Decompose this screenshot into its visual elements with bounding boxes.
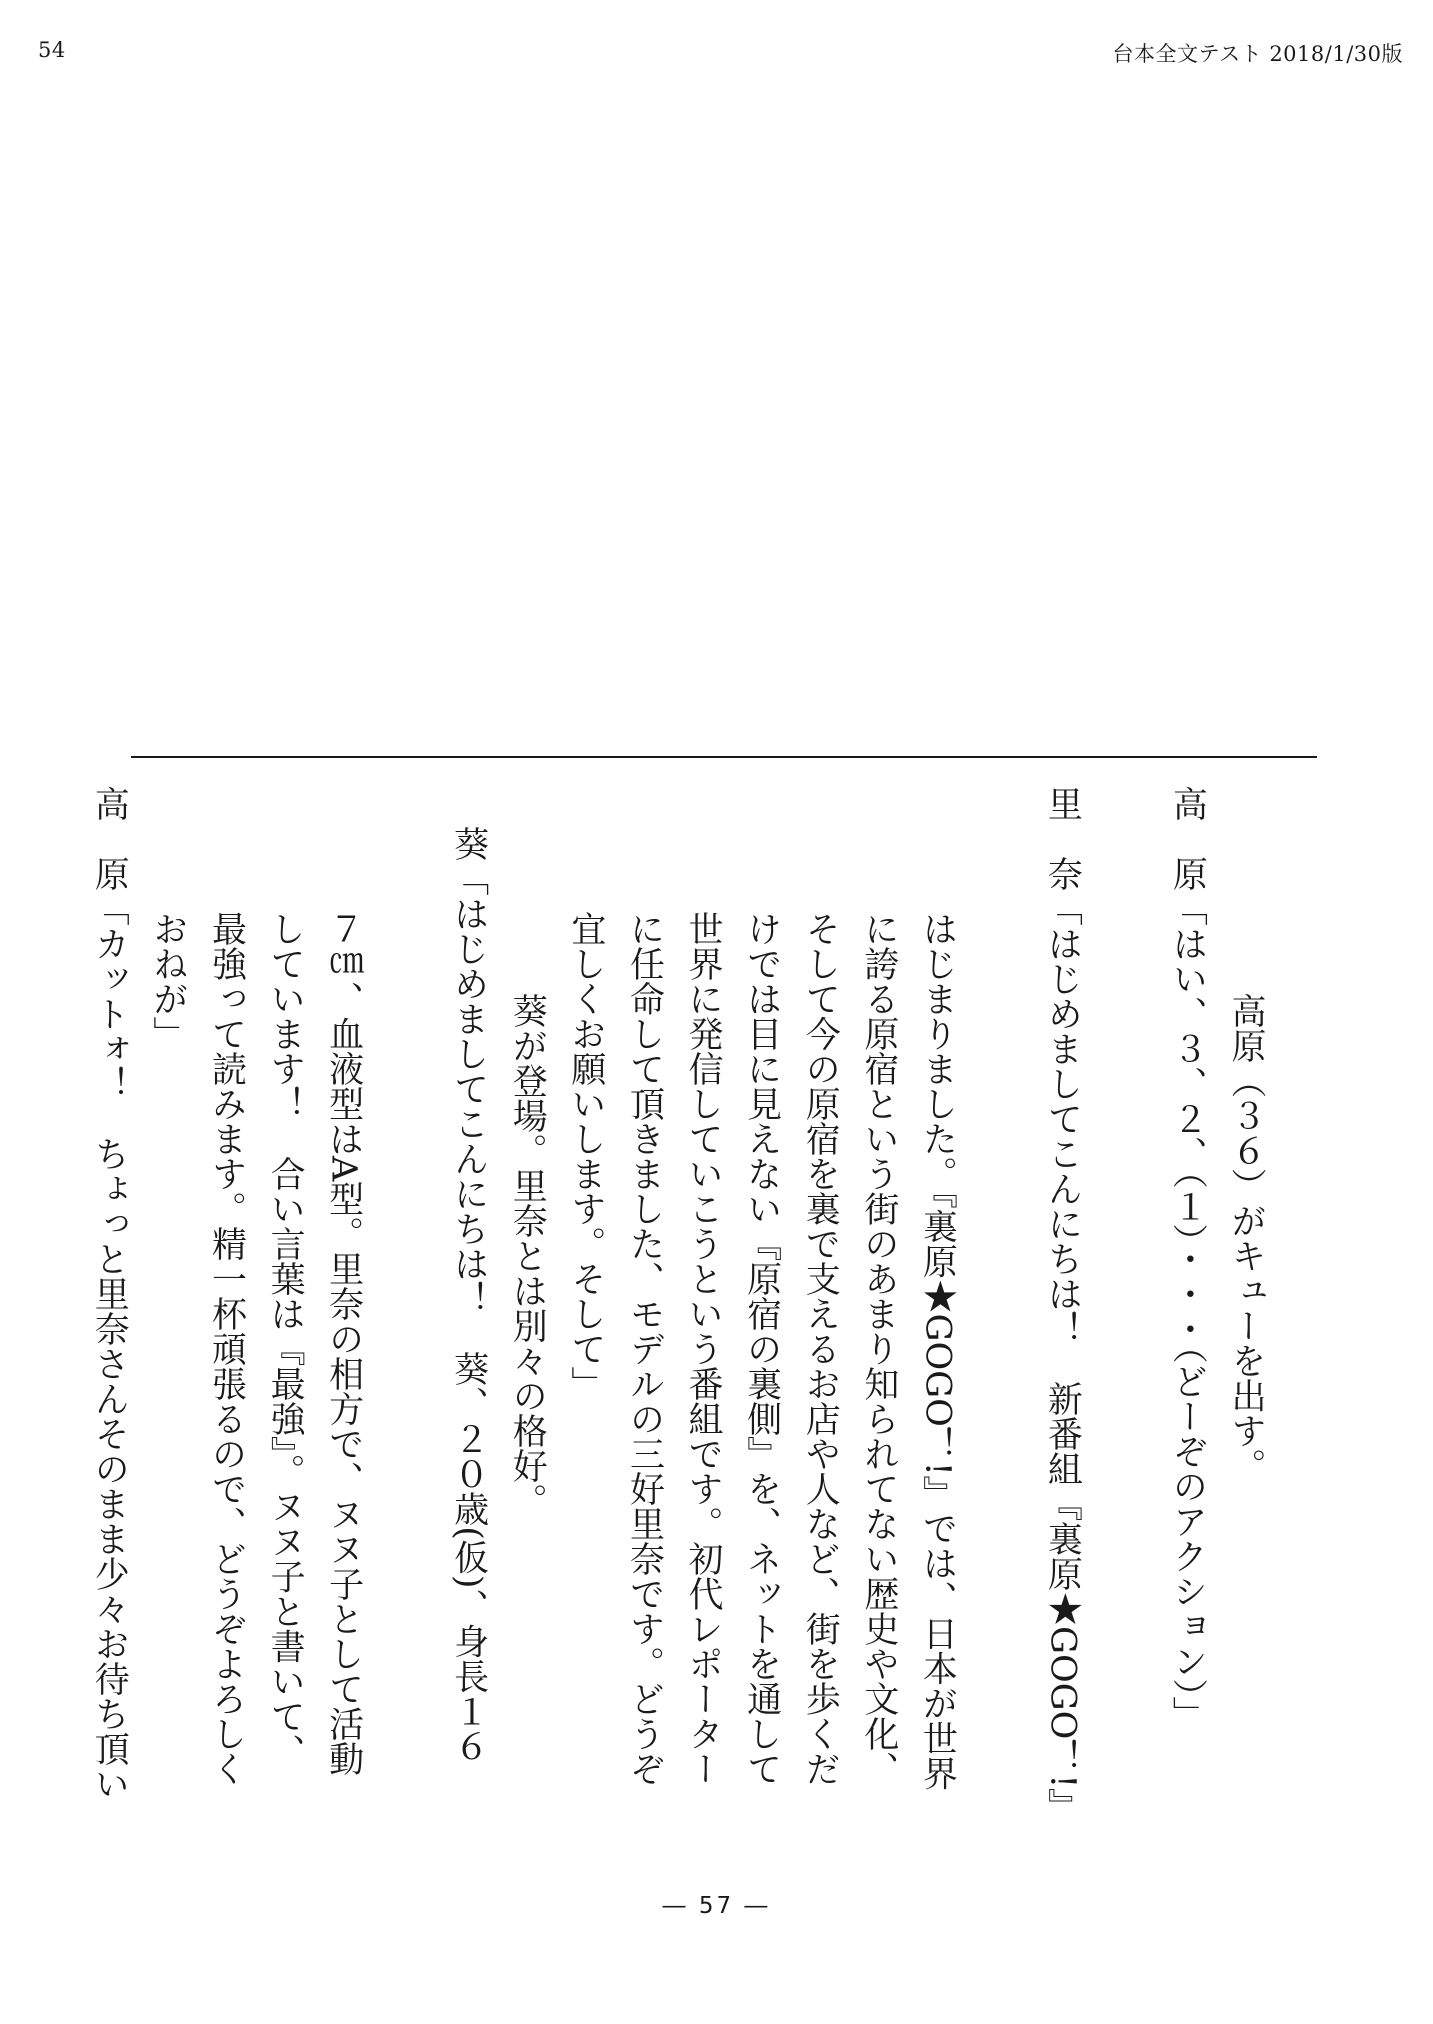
dialogue-continuation <box>908 786 967 1846</box>
dialogue-text: 「カットォ！ ちょっと里奈さんそのまま少々お待ち頂い <box>89 891 130 1801</box>
speaker-name: 高 原 <box>89 786 130 891</box>
dialogue-text: に誇る原宿という街のあまり知られてない歴史や文化、 <box>858 911 899 1787</box>
dialogue-line <box>1091 786 1216 1846</box>
dialogue-continuation <box>255 786 314 1846</box>
dialogue-continuation <box>314 786 373 1846</box>
speaker-name: 高 原 <box>1167 786 1208 891</box>
dialogue-text: けでは目に見えない『原宿の裏側』を、ネットを通して <box>741 911 782 1787</box>
script-body <box>89 786 1275 1846</box>
dialogue-continuation <box>849 786 908 1846</box>
direction-text: 葵が登場。里奈とは別々の格好。 <box>507 992 548 1518</box>
dialogue-continuation <box>615 786 674 1846</box>
speaker-name: 葵 <box>448 826 489 862</box>
section-divider <box>131 756 1317 758</box>
dialogue-text: ７㎝、血液型はA型。里奈の相方で、ヌヌ子として活動 <box>323 911 364 1777</box>
dialogue-text: 「はじめましてこんにちは！ 葵、２０歳(仮)、身長１６ <box>448 861 489 1764</box>
page-number: 54 <box>38 38 66 62</box>
dialogue-continuation <box>673 786 732 1846</box>
footer-page-label: ― 57 ― <box>662 1893 771 1919</box>
dialogue-text: 宜しくお願いします。そして」 <box>565 911 606 1402</box>
dialogue-text: 「はじめましてこんにちは！ 新番組『裏原★GOGO！!』 <box>1042 891 1083 1824</box>
dialogue-text: はじまりました。『裏原★GOGO！!』では、日本が世界 <box>917 911 958 1792</box>
dialogue-line <box>13 786 138 1846</box>
dialogue-text: 世界に発信していこうという番組です。初代レポーター <box>683 911 724 1787</box>
dialogue-line <box>966 786 1091 1846</box>
dialogue-continuation <box>556 786 615 1846</box>
speaker-name: 里 奈 <box>1042 786 1083 891</box>
stage-direction <box>498 786 557 1846</box>
dialogue-text: おねが」 <box>147 911 188 1052</box>
stage-direction <box>1216 786 1275 1846</box>
dialogue-text: 「はい、３、２、（１）・・・（どーぞのアクション）」 <box>1167 891 1208 1731</box>
dialogue-continuation <box>138 786 197 1846</box>
dialogue-continuation <box>197 786 256 1846</box>
dialogue-text: しています！ 合い言葉は『最強』。ヌヌ子と書いて、 <box>265 911 306 1769</box>
document-title: 台本全文テスト 2018/1/30版 <box>1112 42 1403 66</box>
dialogue-text: 最強って読みます。精一杯頑張るので、どうぞよろしく <box>206 911 247 1787</box>
dialogue-text: そして今の原宿を裏で支えるお店や人など、街を歩くだ <box>800 911 841 1787</box>
dialogue-text: に任命して頂きました、モデルの三好里奈です。どうぞ <box>624 911 665 1787</box>
dialogue-continuation <box>791 786 850 1846</box>
direction-text: 高原（３６）がキューを出す。 <box>1226 992 1266 1483</box>
dialogue-line <box>373 786 498 1846</box>
dialogue-continuation <box>732 786 791 1846</box>
